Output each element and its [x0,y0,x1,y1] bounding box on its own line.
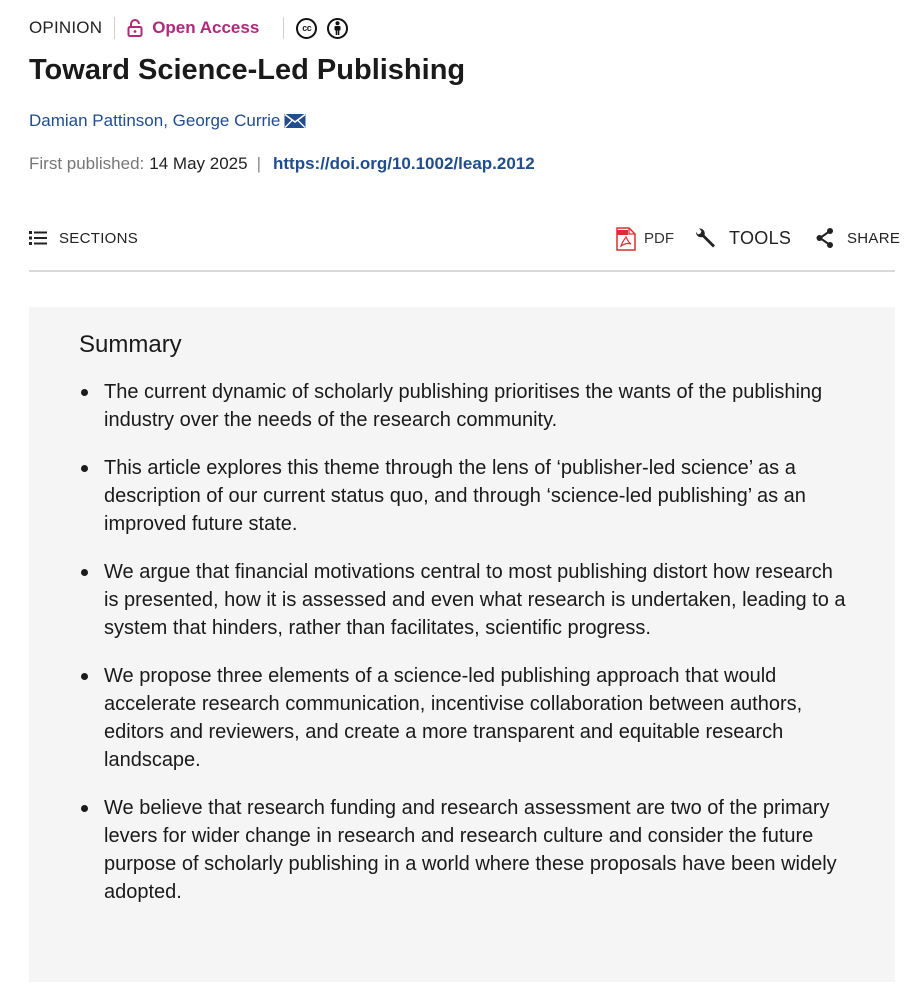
author-separator: , [163,111,168,130]
list-icon [29,231,47,245]
license-icons[interactable] [296,18,348,39]
pdf-file-icon [616,227,636,251]
article-meta-row [29,14,348,42]
creative-commons-icon: cc [296,18,317,39]
divider [114,17,115,39]
author-link[interactable]: Damian Pattinson [29,111,164,130]
open-access-label: Open Access [152,18,260,37]
author-list [29,111,306,131]
sections-button[interactable] [29,222,138,254]
share-button[interactable] [815,222,900,254]
separator: | [256,154,261,173]
share-icon [815,227,835,249]
summary-box [29,307,895,982]
published-date: 14 May 2025 [149,154,248,173]
summary-list [79,378,849,926]
publication-info [29,154,535,174]
author-link[interactable]: George Currie [172,111,281,130]
open-access-badge[interactable] [127,18,259,38]
article-type-label: OPINION [29,18,103,37]
article-title: Toward Science-Led Publishing [29,54,466,86]
share-label: SHARE [847,229,901,247]
pdf-button[interactable] [616,222,674,254]
tools-button[interactable] [693,222,791,254]
pdf-label: PDF [644,229,674,247]
divider [283,17,284,39]
summary-item: We propose three elements of a science-led publishing approach that would accelerate research communication, incentivise collaboration between authors, editors and reviewers, and create a more transparent and equitable research landscape. [79,662,849,774]
sections-label: SECTIONS [59,229,139,247]
toolbar-divider [29,270,895,272]
wrench-icon [693,226,717,250]
summary-item: This article explores this theme through the lens of ‘publisher-led science’ as a description of our current status quo, and through ‘science-led publishing’ as an improved future state. [79,454,849,538]
corresponding-author-email-icon[interactable] [284,113,306,129]
doi-link[interactable]: https://doi.org/10.1002/leap.2012 [273,154,535,173]
article-toolbar [29,222,901,254]
first-published-label: First published: [29,154,145,173]
tools-label: TOOLS [729,227,792,248]
summary-item: We argue that financial motivations central to most publishing distort how research is presented, how it is assessed and even what research is undertaken, leading to a system that hinders, rather than facilitates, scientific progress. [79,558,849,642]
attribution-icon [327,18,348,39]
summary-heading: Summary [79,331,182,358]
summary-item: The current dynamic of scholarly publishing prioritises the wants of the publishing industry over the needs of the research community. [79,378,849,434]
summary-item: We believe that research funding and research assessment are two of the primary levers for wider change in research and research culture and consider the future purpose of scholarly publishing in a world where these proposals have been widely adopted. [79,794,849,906]
unlocked-padlock-icon [127,19,143,37]
